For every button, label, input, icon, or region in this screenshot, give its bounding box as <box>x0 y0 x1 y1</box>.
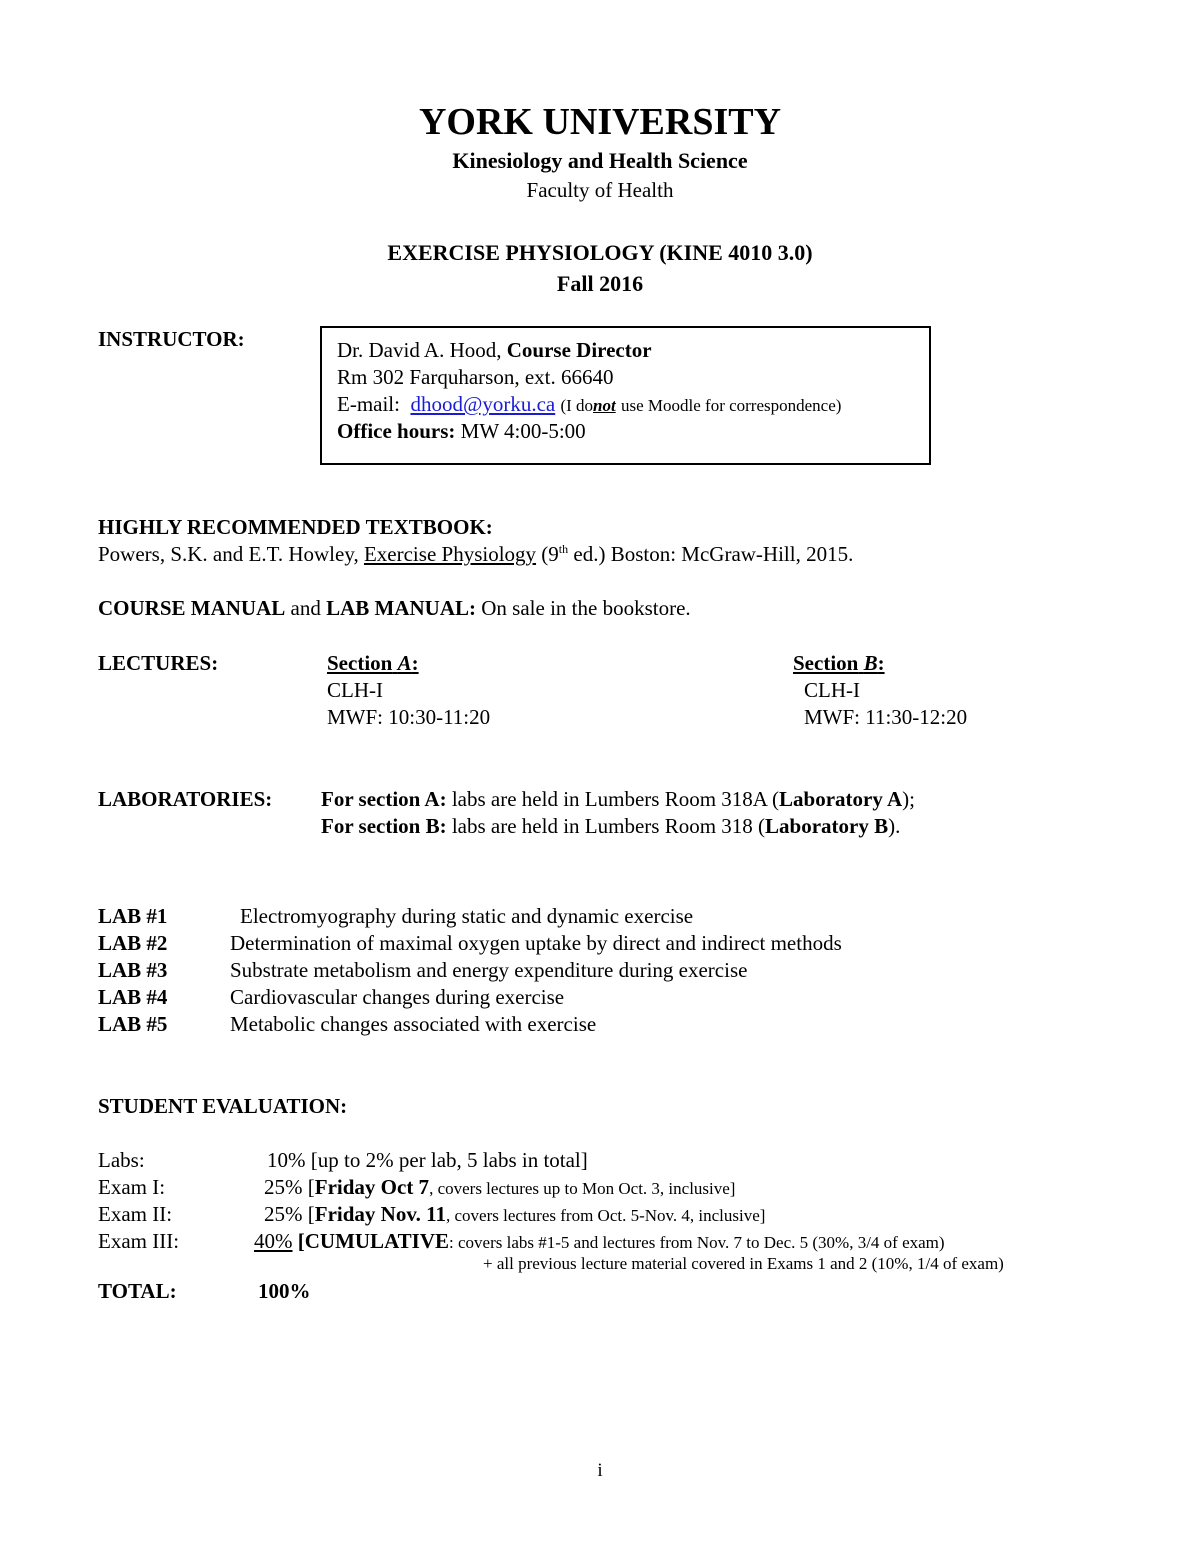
lab-line-b-section: For section B: <box>321 814 447 838</box>
section-b-label: Section <box>793 651 859 675</box>
lab-line-b-end: ). <box>888 814 901 838</box>
lab-4-title: Cardiovascular changes during exercise <box>230 985 565 1009</box>
eval-exam3-value <box>254 1229 945 1254</box>
lab-5-label: LAB #5 <box>98 1012 168 1036</box>
page-number: i <box>597 1460 603 1481</box>
eval-exam3-rest: : covers labs #1-5 and lectures from Nov. 7 to Dec. 5 (30%, 3/4 of exam) <box>449 1233 945 1252</box>
textbook-line <box>98 542 853 567</box>
eval-total-value: 100% <box>258 1279 311 1303</box>
instructor-name: Dr. David A. Hood, <box>337 338 502 362</box>
eval-total-label: TOTAL: <box>98 1279 177 1303</box>
email-label: E-mail: <box>337 392 400 416</box>
textbook-heading: HIGHLY RECOMMENDED TEXTBOOK: <box>98 515 493 539</box>
section-b-room: CLH-I <box>804 678 860 702</box>
eval-exam1-date: Friday Oct 7 <box>314 1175 430 1199</box>
lectures-label: LECTURES: <box>98 651 219 675</box>
lab-5-title: Metabolic changes associated with exercise <box>230 1012 597 1036</box>
instructor-label: INSTRUCTOR: <box>98 327 245 351</box>
office-hours-line <box>337 419 586 444</box>
office-hours-value: MW 4:00-5:00 <box>460 419 586 443</box>
eval-exam2-label: Exam II: <box>98 1202 173 1226</box>
lab-line-a-section: For section A: <box>321 787 447 811</box>
university-title: YORK UNIVERSITY <box>418 101 782 143</box>
section-a-label: Section <box>327 651 393 675</box>
section-a-heading <box>327 651 419 676</box>
evaluation-heading: STUDENT EVALUATION: <box>98 1094 348 1118</box>
lab-3-title: Substrate metabolism and energy expenditure during exercise <box>230 958 748 982</box>
section-a-colon: : <box>411 651 419 675</box>
manuals-line <box>98 596 691 621</box>
eval-exam1-rest: , covers lectures up to Mon Oct. 3, inclusive] <box>429 1179 736 1198</box>
textbook-title: Exercise Physiology <box>363 542 537 566</box>
instructor-room: Rm 302 Farquharson, ext. 66640 <box>337 365 614 389</box>
lab-line-b-text: labs are held in Lumbers Room 318 ( <box>451 814 766 838</box>
textbook-edition-post: ed.) Boston: McGraw-Hill, 2015. <box>573 542 854 566</box>
email-note-emph: not <box>593 396 616 415</box>
eval-labs-value: 10% [up to 2% per lab, 5 labs in total] <box>267 1148 588 1172</box>
eval-exam2-rest: , covers lectures from Oct. 5-Nov. 4, inclusive] <box>446 1206 766 1225</box>
eval-exam1-pct: 25% [ <box>264 1175 315 1199</box>
section-b-letter: B <box>863 651 878 675</box>
lab-2-title: Determination of maximal oxygen uptake by direct and indirect methods <box>230 931 842 955</box>
course-title: EXERCISE PHYSIOLOGY (KINE 4010 3.0) <box>387 240 813 265</box>
office-hours-label: Office hours: <box>337 419 456 443</box>
manuals-and: and <box>290 596 321 620</box>
lab-line-a-lab: Laboratory A <box>779 787 903 811</box>
eval-labs-label: Labs: <box>98 1148 145 1172</box>
section-b-time: MWF: 11:30-12:20 <box>804 705 968 729</box>
lab-manual: LAB MANUAL: <box>326 596 477 620</box>
lab-1-title: Electromyography during static and dynamic exercise <box>240 904 694 928</box>
lab-3-label: LAB #3 <box>98 958 168 982</box>
textbook-edition-sup: th <box>558 542 569 556</box>
email-link[interactable]: dhood@yorku.ca <box>410 392 556 416</box>
lab-line-a-end: ); <box>902 787 915 811</box>
faculty-title: Faculty of Health <box>526 178 674 202</box>
manuals-text: On sale in the bookstore. <box>481 596 691 620</box>
textbook-edition-pre: (9 <box>541 542 559 566</box>
section-b-colon: : <box>877 651 885 675</box>
lab-4-label: LAB #4 <box>98 985 168 1009</box>
textbook-authors: Powers, S.K. and E.T. Howley, <box>98 542 359 566</box>
eval-exam3-pct: 40% <box>254 1229 293 1253</box>
eval-exam1-label: Exam I: <box>98 1175 166 1199</box>
lab-line-b <box>321 814 900 839</box>
lab-line-a-text: labs are held in Lumbers Room 318A ( <box>451 787 780 811</box>
section-a-room: CLH-I <box>327 678 383 702</box>
eval-exam3-cumulative: [CUMULATIVE <box>297 1229 450 1253</box>
email-note-pre: (I do <box>560 396 594 415</box>
laboratories-label: LABORATORIES: <box>98 787 273 811</box>
lab-line-a <box>321 787 915 812</box>
eval-exam2-pct: 25% [ <box>264 1202 315 1226</box>
instructor-role: Course Director <box>506 338 652 362</box>
section-a-time: MWF: 10:30-11:20 <box>327 705 491 729</box>
email-note-post: use Moodle for correspondence) <box>620 396 842 415</box>
department-title: Kinesiology and Health Science <box>452 148 748 173</box>
lab-line-b-lab: Laboratory B <box>765 814 889 838</box>
term: Fall 2016 <box>556 271 644 296</box>
eval-exam2-value <box>264 1202 765 1227</box>
instructor-name-line <box>337 338 652 363</box>
eval-exam1-value <box>264 1175 735 1200</box>
eval-exam3-label: Exam III: <box>98 1229 180 1253</box>
eval-exam2-date: Friday Nov. 11 <box>314 1202 447 1226</box>
section-a-letter: A <box>397 651 412 675</box>
lab-1-label: LAB #1 <box>98 904 168 928</box>
course-manual: COURSE MANUAL <box>98 596 286 620</box>
lab-2-label: LAB #2 <box>98 931 168 955</box>
section-b-heading <box>793 651 885 676</box>
eval-exam3-line2: + all previous lecture material covered in Exams 1 and 2 (10%, 1/4 of exam) <box>483 1254 1004 1273</box>
instructor-email-line <box>337 392 841 417</box>
